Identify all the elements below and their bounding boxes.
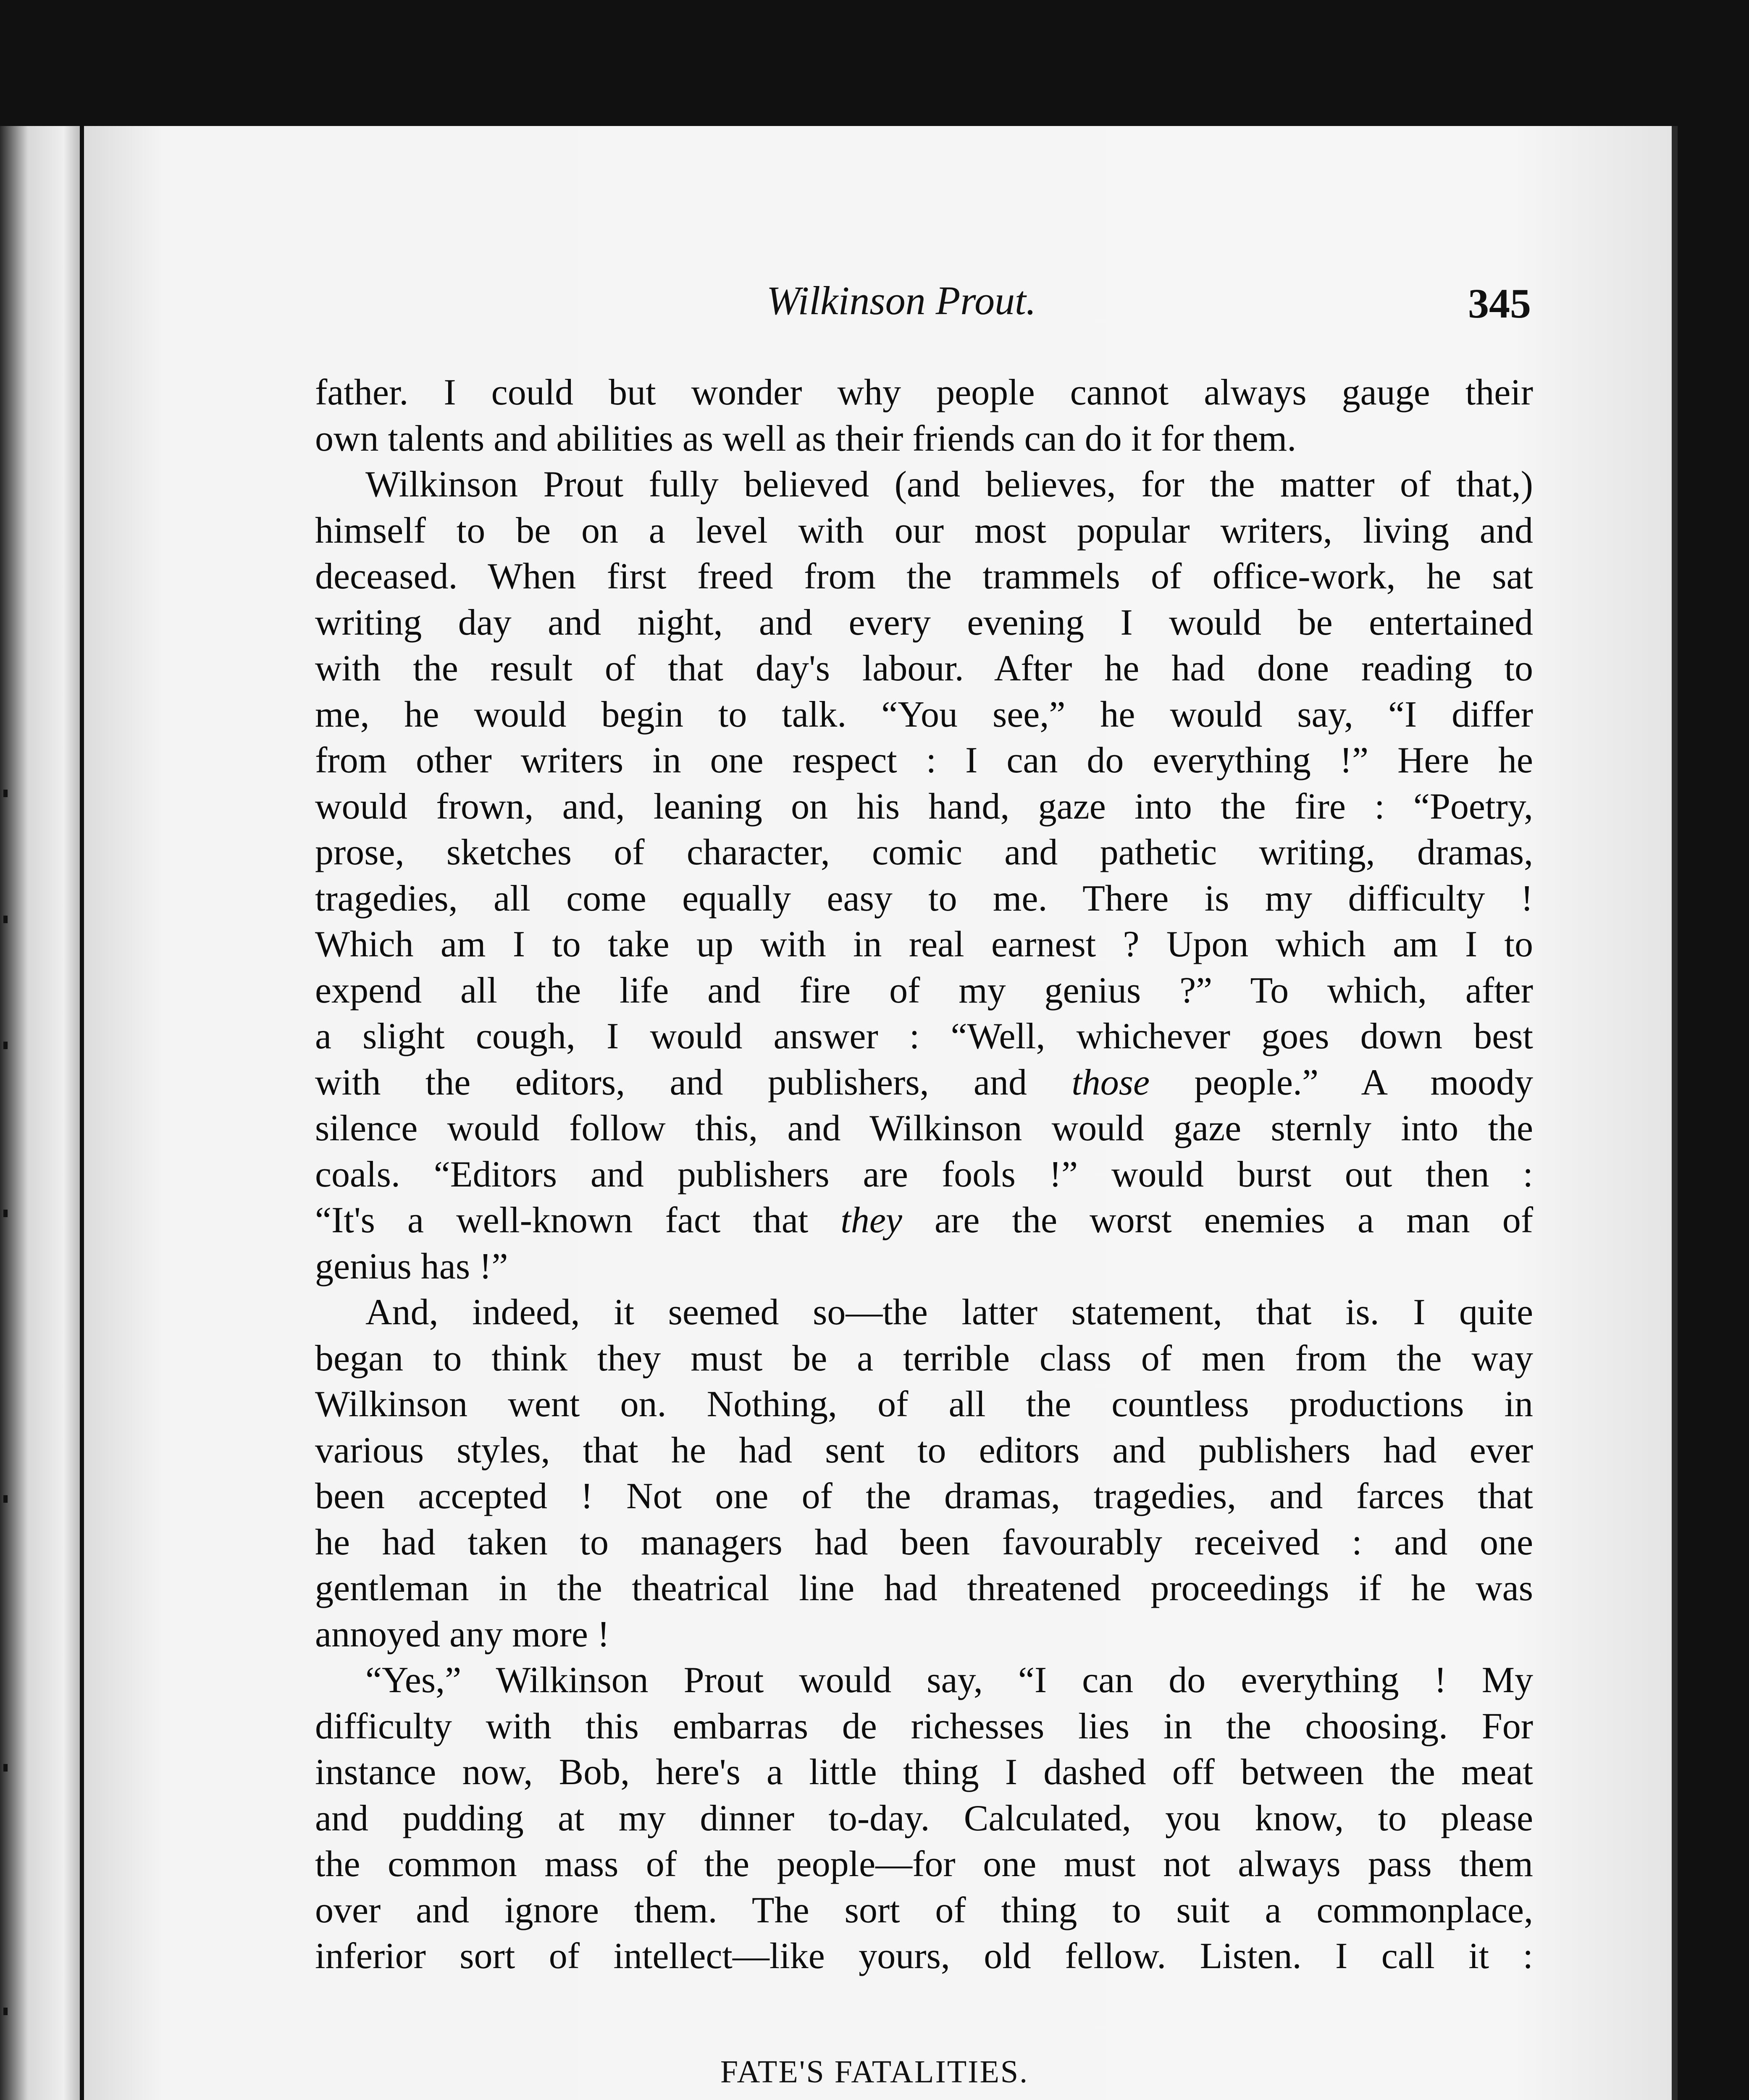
text-line: the common mass of the people—for one must not always pass them [315,1844,1533,1885]
margin-mark [3,1210,8,1217]
text-line: father. I could but wonder why people cannot always gauge their [315,372,1533,413]
text-line: himself to be on a level with our most popular writers, living and [315,510,1533,551]
running-head: Wilkinson Prout. [767,278,1036,323]
text-line: instance now, Bob, here's a little thing I dashed off between the meat [315,1752,1533,1793]
text-line: expend all the life and fire of my genius ?” To which, after [315,970,1533,1011]
text-line: genius has !” [315,1246,508,1287]
text-line: with the result of that day's labour. After he had done reading to [315,648,1533,689]
margin-mark [3,1042,8,1049]
text-line: he had taken to managers had been favourably received : and one [315,1522,1533,1563]
text-line [315,1197,1533,1244]
facing-page-edge [0,126,80,2100]
text-line: a slight cough, I would answer : “Well, whichever goes down best [315,1016,1533,1057]
text-line [315,1060,1533,1106]
body-text [315,370,1533,1979]
margin-mark [3,790,8,797]
text-line: me, he would begin to talk. “You see,” he would say, “I differ [315,694,1533,735]
text-line: tragedies, all come equally easy to me. There is my difficulty ! [315,878,1533,919]
text-line: gentleman in the theatrical line had threatened proceedings if he was [315,1568,1533,1609]
text-line: And, indeed, it seemed so—the latter statement, that is. I quite [365,1292,1533,1333]
text-line: Which am I to take up with in real earnest ? Upon which am I to [315,924,1533,965]
italic-word: those [1071,1062,1150,1103]
margin-mark [3,1495,8,1503]
text-line: Wilkinson went on. Nothing, of all the countless productions in [315,1384,1533,1425]
text-run: with the editors, and publishers, and [315,1062,1072,1103]
text-line: began to think they must be a terrible class of men from the way [315,1338,1533,1379]
text-line: deceased. When first freed from the trammels of office-work, he sat [315,556,1533,597]
text-line: inferior sort of intellect—like yours, old fellow. Listen. I call it : [315,1936,1533,1977]
margin-mark [3,2008,8,2015]
text-line: Wilkinson Prout fully believed (and believes, for the matter of that,) [365,464,1533,505]
poem-title: FATE'S FATALITIES. [720,2054,1029,2090]
text-line: would frown, and, leaning on his hand, gaze into the fire : “Poetry, [315,786,1533,827]
text-line: from other writers in one respect : I can do everything !” Here he [315,740,1533,781]
text-line: and pudding at my dinner to-day. Calculated, you know, to please [315,1798,1533,1839]
text-line: coals. “Editors and publishers are fools !” would burst out then : [315,1154,1533,1195]
text-line: own talents and abilities as well as their friends can do it for them. [315,418,1297,459]
page-number: 345 [1468,280,1531,327]
text-line: difficulty with this embarras de richesses lies in the choosing. For [315,1706,1533,1747]
text-line: been accepted ! Not one of the dramas, tragedies, and farces that [315,1476,1533,1517]
margin-mark [3,916,8,923]
text-run: people.” A moody [1150,1062,1533,1103]
margin-mark [3,1764,8,1772]
text-line: over and ignore them. The sort of thing to suit a commonplace, [315,1890,1533,1931]
text-line: annoyed any more ! [315,1614,610,1655]
text-line: various styles, that he had sent to editors and publishers had ever [315,1430,1533,1471]
text-line: silence would follow this, and Wilkinson would gaze sternly into the [315,1108,1533,1149]
text-run: “It's a well-known fact that [315,1200,841,1241]
text-run: are the worst enemies a man of [902,1200,1533,1241]
text-line: “Yes,” Wilkinson Prout would say, “I can do everything ! My [365,1660,1533,1701]
text-line: writing day and night, and every evening I would be entertained [315,602,1533,643]
text-line: prose, sketches of character, comic and pathetic writing, dramas, [315,832,1533,873]
italic-word: they [840,1200,902,1241]
